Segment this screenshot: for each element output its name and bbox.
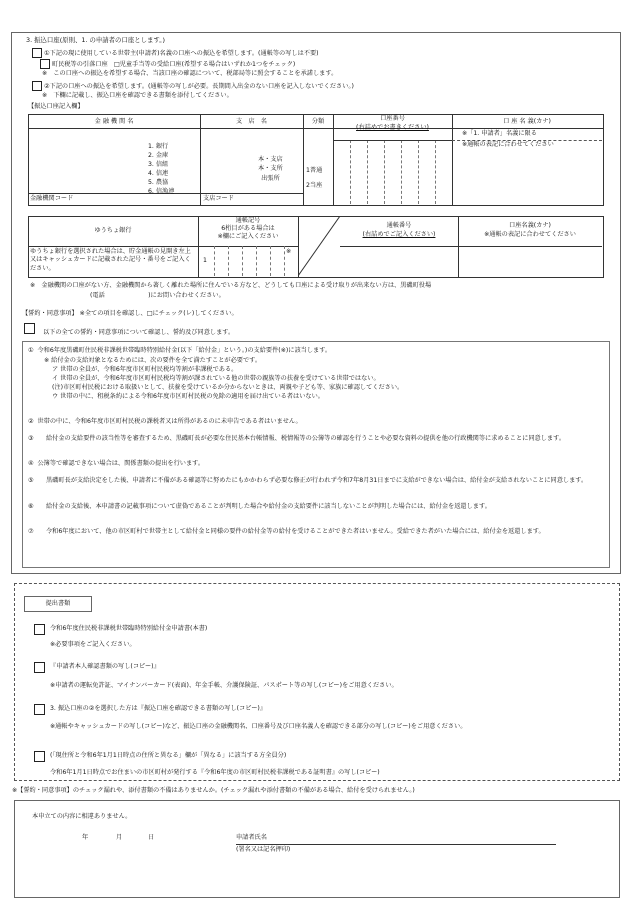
bank-footnote-2: (電話 )にお問い合わせください。: [90, 292, 225, 299]
account-number-note: (右詰めでお書きください): [356, 124, 429, 131]
pledge-item-7: ⑦ 令和6年度において、他の市区町村で世帯主として給付金と同様の要件の給付金等の給付を受けることができた者はいません。受給できた者がいた場合には、給付金を返還します。: [28, 528, 545, 535]
bank-code-label: 金融機関コード: [30, 195, 74, 202]
doc-1-checkbox[interactable]: [34, 624, 45, 635]
docs-header: 提出書類: [45, 600, 71, 607]
holder-header: 口 座 名 義(カナ): [503, 118, 551, 125]
branch-code-label: 支店コード: [203, 195, 234, 202]
yucho-holder-header: 口座名義(カナ): [509, 222, 551, 229]
doc-3-title: 3. 振込口座の②を選択した方は『振込口座を確認できる書類の写し(コピー)』: [50, 705, 266, 712]
yucho-symbol-note-2: ※欄にご記入ください: [217, 233, 279, 240]
doc-2-checkbox[interactable]: [34, 662, 45, 673]
option1-note: ※ この口座への振込を希望する場合、当該口座の確認について、税部局等に照会することを承諾します。: [42, 70, 338, 77]
applicant-name-note: (署名又は記名押印): [236, 846, 291, 853]
yucho-digit-1: 1: [203, 257, 207, 264]
option1-sub-text: 町民税等の引落口座 □児童手当等の受給口座(希望する場合はいずれか1つをチェック): [51, 61, 296, 68]
yucho-number-note: (右詰めでご記入ください): [362, 231, 436, 238]
pledge-item-5: ⑤ 黒磯町長が支給決定をした後、申請者に不備がある確認等に努めたにもかかわらず必要な修正が行われず令和7年8月31日までに支給ができない場合は、給付金が支給されないことに同意します。: [28, 477, 588, 484]
doc-3-checkbox[interactable]: [34, 704, 45, 715]
option2-note: ※ 下欄に記載し、振込口座を確認できる書類を添付してください。: [42, 92, 233, 99]
section3-title: 3. 振込口座(原則、1. の申請者の口座とします。): [26, 36, 165, 44]
signature-day: 日: [148, 834, 155, 841]
doc-2-title: 『申請者本人確認書類の写し(コピー)』: [50, 663, 160, 670]
pledge-agree-checkbox[interactable]: [24, 323, 35, 334]
pledge-item-4: ④ 公簿等で確認できない場合は、関係書類の提出を行います。: [28, 460, 205, 467]
option1-checkbox[interactable]: [32, 48, 42, 58]
option2-checkbox[interactable]: [32, 81, 42, 91]
option1-text: ①下記の現に使用している世帯主(申請者)名義の口座への振込を希望します。(通帳等の写しは不要): [43, 50, 319, 57]
bank-table-caption: 【振込口座記入欄】: [28, 103, 84, 110]
doc-4-title: (「現住所と令和6年1月1日時点の住所と異なる」欄が「異なる」に該当する方全員分): [50, 752, 287, 759]
doc-2-note: ※申請者の運転免許証、マイナンバーカード(表面)、年金手帳、介護保険証、パスポート等の写し(コピー)をご用意ください。: [50, 682, 398, 689]
signature-year: 年: [82, 834, 89, 841]
pledge-item-1: ① 令和6年度黒磯町住民税非課税世帯臨時特別給付金(以下「給付金」という。)の支給要件(※)に該当します。: [28, 347, 332, 354]
branch-header: 支 店 名: [236, 118, 267, 125]
holder-note-1: ※「1. 申請者」名義に限る: [462, 130, 537, 137]
bank-kind-list: 1. 銀行 2. 金庫 3. 信組 4. 信連 5. 農協 6. 信漁連: [148, 143, 175, 195]
bank-footnote-1: ※ 金融機関の口座がない方、金融機関から著しく離れた場所に住んでいる方など、どうしても口座による受け取りが出来ない方は、黒磯町役場: [30, 282, 432, 289]
pledge-sub-list: ※ 給付金の支給対象となるためには、次の要件を全て満たすことが必要です。 ア 世帯の全員が、令和6年度市区町村民税均等割が非課税である。 イ 世帯の全員が、令和6年度市区町村民税均等割が課されている他の世帯の親族等の扶養を受けている世帯ではない。 (注)市区町村民税における取扱いとして、扶養を受けているか分からないときは、両親や子ども等、家族に確認してください。 ウ 世帯の中に、租税条約による令和6年度市区町村民税の免除の適用を届け出ている者はいない。: [44, 357, 404, 400]
account-type-header: 分類: [311, 118, 325, 125]
footer-warning: ※【誓約・同意事項】のチェック漏れや、添付書類の不備はありませんか。(チェック漏れや添付書類の不備がある場合、給付を受けられません。): [12, 787, 415, 794]
yucho-note: ゆうちょ銀行を選択された場合は、貯金通帳の見開き左上又はキャッシュカードに記載された記号・番号をご記入ください。: [30, 248, 191, 272]
yucho-symbol-note: 6桁目がある場合は: [221, 225, 275, 232]
doc-1-title: 令和6年度住民税非課税世帯臨時特別給付金申請書(本書): [50, 625, 208, 632]
doc-4-note: 令和6年1月1日時点でお住まいの市区町村が発行する『令和6年度の市区町村民税非課税である証明書』の写し(コピー): [50, 769, 380, 776]
doc-4-checkbox[interactable]: [34, 751, 45, 762]
yucho-label: ゆうちょ銀行: [94, 227, 132, 234]
applicant-name-label: 申請者氏名: [236, 834, 267, 841]
signature-month: 月: [116, 834, 123, 841]
pledge-item-6: ⑥ 給付金の支給後、本申請書の記載事項について虚偽であることが判明した場合や給付金の支給要件に該当しないことが判明した場合には、給付金を返還します。: [28, 503, 491, 510]
pledge-item-2: ② 世帯の中に、令和6年度市区町村民税の課税者又は所得があるのに未申告である者はいません。: [28, 418, 302, 425]
branch-kind-list: 本・支店 本・支所 出張所: [258, 156, 283, 182]
holder-note-2: ※通帳の表記に合わせてください: [462, 141, 554, 148]
yucho-symbol-header: 通帳記号: [235, 217, 261, 224]
yucho-holder-note: ※通帳の表記に合わせてください: [484, 231, 576, 238]
bank-name-header: 金 融 機 関 名: [94, 118, 134, 125]
pledge-item-3: ③ 給付金の支給要件の該当性等を審査するため、黒磯町長が必要な住民基本台帳情報、税情報等の公簿等の確認を行うことや必要な資料の提供を他の行政機関等に求めることに同意します。: [28, 435, 566, 442]
signature-statement: 本申立ての内容に相違ありません。: [32, 813, 132, 820]
yucho-number-header: 通帳番号: [386, 222, 412, 229]
pledge-agree-text: 以下の全ての誓約・同意事項について確認し、誓約及び同意します。: [42, 329, 235, 336]
option2-text: ②下記の口座への振込を希望します。(通帳等の写しが必要。長期間入出金のない口座を記入しないでください。): [43, 83, 354, 90]
doc-1-note: ※必要事項をご記入ください。: [50, 641, 136, 648]
yucho-asterisk: ※: [286, 248, 292, 255]
pledge-header: 【誓約・同意事項】 ※全ての項目を確認し、□にチェック(レ)してください。: [22, 310, 238, 317]
withdrawal-account-checkbox[interactable]: [40, 59, 50, 69]
account-type-list: 1普通 2当座: [306, 167, 323, 189]
account-number-header: 口座番号: [380, 115, 405, 122]
yucho-diagonal: [298, 216, 340, 277]
doc-3-note: ※通帳やキャッシュカードの写し(コピー)など、振込口座の金融機関名、口座番号及び口座名義人を確認できる部分の写し(コピー)をご用意ください。: [50, 723, 467, 730]
